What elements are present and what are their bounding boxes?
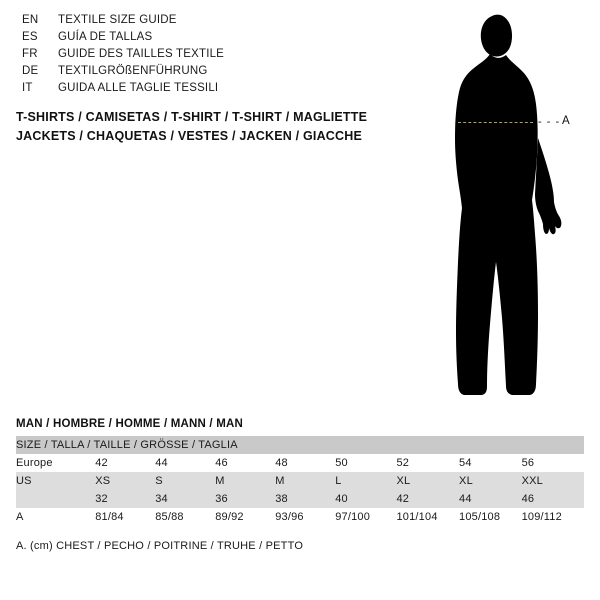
row-cell: 93/96 bbox=[275, 508, 335, 526]
language-row-en bbox=[22, 14, 362, 31]
language-text: GUIDA ALLE TAGLIE TESSILI bbox=[58, 82, 219, 94]
language-text: TEXTILE SIZE GUIDE bbox=[58, 14, 177, 26]
row-cell: 97/100 bbox=[335, 508, 396, 526]
row-cell: L bbox=[335, 472, 396, 490]
figure-illustration bbox=[400, 10, 600, 410]
row-label: Europe bbox=[16, 454, 95, 472]
language-row-es bbox=[22, 31, 362, 48]
row-cell: 56 bbox=[522, 454, 584, 472]
row-cell: 105/108 bbox=[459, 508, 522, 526]
row-cell: 50 bbox=[335, 454, 396, 472]
row-cell: XXL bbox=[522, 472, 584, 490]
row-cell: XL bbox=[459, 472, 522, 490]
language-text: GUÍA DE TALLAS bbox=[58, 31, 153, 43]
row-cell: M bbox=[215, 472, 275, 490]
row-cell: 85/88 bbox=[155, 508, 215, 526]
category-jackets: JACKETS / CHAQUETAS / VESTES / JACKEN / GIACCHE bbox=[16, 129, 363, 143]
row-cell: 48 bbox=[275, 454, 335, 472]
row-cell: 109/112 bbox=[522, 508, 584, 526]
table-row bbox=[16, 490, 584, 508]
row-label: US bbox=[16, 472, 95, 490]
row-cell: 40 bbox=[335, 490, 396, 508]
measure-label-a: A bbox=[562, 115, 570, 127]
measure-dashes: - - - bbox=[538, 116, 561, 128]
table-header-row bbox=[16, 436, 584, 454]
language-code: EN bbox=[22, 14, 39, 26]
row-cell: 36 bbox=[215, 490, 275, 508]
category-list bbox=[16, 110, 416, 148]
row-cell: 44 bbox=[459, 490, 522, 508]
man-silhouette-icon bbox=[430, 10, 570, 405]
language-text: GUIDE DES TAILLES TEXTILE bbox=[58, 48, 225, 60]
row-cell: 42 bbox=[95, 454, 155, 472]
language-list bbox=[22, 14, 362, 99]
size-table bbox=[16, 436, 584, 526]
row-cell: S bbox=[155, 472, 215, 490]
row-cell: 32 bbox=[95, 490, 155, 508]
table-title: MAN / HOMBRE / HOMME / MANN / MAN bbox=[16, 418, 244, 430]
chest-measure-line bbox=[458, 122, 533, 123]
language-row-it bbox=[22, 82, 362, 99]
size-table-block bbox=[16, 418, 584, 552]
language-text: TEXTILGRÖßENFÜHRUNG bbox=[58, 65, 208, 77]
row-cell: 101/104 bbox=[396, 508, 459, 526]
row-cell: 38 bbox=[275, 490, 335, 508]
table-row bbox=[16, 508, 584, 526]
table-row bbox=[16, 472, 584, 490]
row-label bbox=[16, 490, 95, 508]
table-header-label: SIZE / TALLA / TAILLE / GRÖSSE / TAGLIA bbox=[16, 436, 584, 454]
row-cell: 46 bbox=[215, 454, 275, 472]
row-cell: XS bbox=[95, 472, 155, 490]
table-row bbox=[16, 454, 584, 472]
language-code: DE bbox=[22, 65, 39, 77]
category-tshirts: T-SHIRTS / CAMISETAS / T-SHIRT / T-SHIRT / MAGLIETTE bbox=[16, 110, 368, 124]
language-row-fr bbox=[22, 48, 362, 65]
language-code: FR bbox=[22, 48, 38, 60]
language-row-de bbox=[22, 65, 362, 82]
row-cell: 46 bbox=[522, 490, 584, 508]
row-cell: M bbox=[275, 472, 335, 490]
row-cell: 52 bbox=[396, 454, 459, 472]
table-footnote: A. (cm) CHEST / PECHO / POITRINE / TRUHE / PETTO bbox=[16, 540, 304, 552]
language-code: ES bbox=[22, 31, 38, 43]
row-label: A bbox=[16, 508, 95, 526]
row-cell: 81/84 bbox=[95, 508, 155, 526]
row-cell: 34 bbox=[155, 490, 215, 508]
row-cell: 54 bbox=[459, 454, 522, 472]
language-code: IT bbox=[22, 82, 33, 94]
row-cell: 89/92 bbox=[215, 508, 275, 526]
row-cell: 44 bbox=[155, 454, 215, 472]
row-cell: XL bbox=[396, 472, 459, 490]
row-cell: 42 bbox=[396, 490, 459, 508]
